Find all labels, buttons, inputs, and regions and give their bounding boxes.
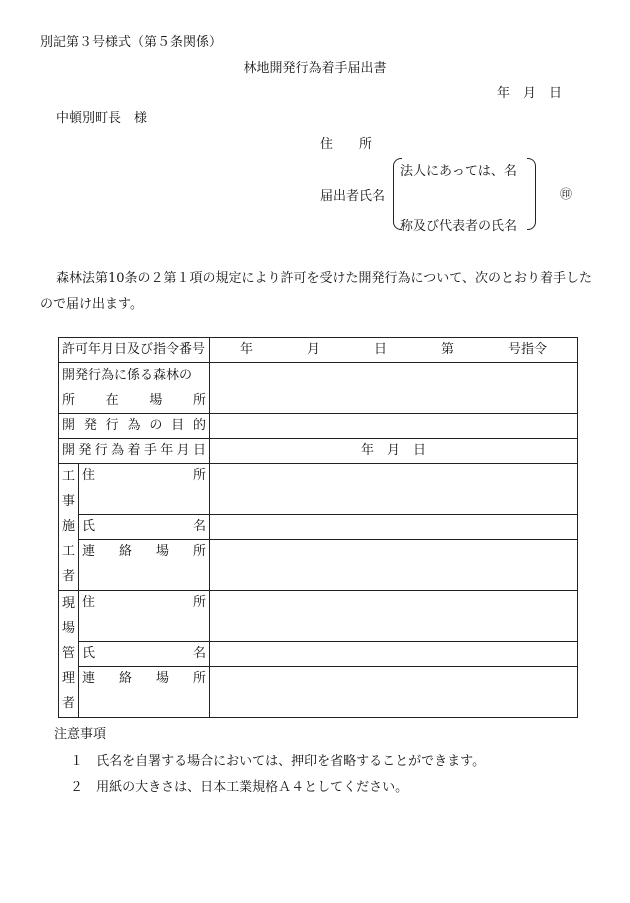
char: 絡 xyxy=(119,671,133,686)
char: 事 xyxy=(62,494,76,509)
permit-order: 号指令 xyxy=(507,342,547,357)
corporation-note-line1: 法人にあっては、名 xyxy=(400,164,517,179)
char: 施 xyxy=(62,519,76,534)
manager-contact-cell[interactable] xyxy=(210,667,578,718)
start-date-cell[interactable] xyxy=(210,439,578,464)
start-date-label xyxy=(59,439,210,464)
char: 者 xyxy=(62,569,76,584)
char: 目 xyxy=(171,418,185,433)
permit-value xyxy=(213,338,574,362)
char: 所 xyxy=(192,393,206,408)
application-table xyxy=(58,337,578,718)
recipient: 中頓別町長 様 xyxy=(56,111,148,126)
char: 発 xyxy=(78,443,92,458)
char: 日 xyxy=(193,443,207,458)
char: 年 xyxy=(160,443,174,458)
permit-year: 年 xyxy=(240,342,254,357)
contractor-name-label xyxy=(79,515,210,540)
body-paragraph: 森林法第10条の２第１項の規定により許可を受けた開発行為について、次のとおり着手したので届け出ます。 xyxy=(40,271,593,312)
char: 工 xyxy=(62,544,76,559)
char: 発 xyxy=(83,418,97,433)
char: 為 xyxy=(127,418,141,433)
purpose-label xyxy=(59,414,210,439)
permit-date-number-label xyxy=(59,338,210,363)
char: 在 xyxy=(105,393,119,408)
manager-name-label xyxy=(79,642,210,667)
purpose-cell[interactable] xyxy=(210,414,578,439)
manager-contact-label xyxy=(79,667,210,718)
char: 行 xyxy=(94,443,108,458)
forest-location-line1: 開発行為に係る森林の xyxy=(62,368,193,383)
char: 月 xyxy=(176,443,190,458)
char: 氏 xyxy=(82,519,96,534)
applicant-name-label: 届出者氏名 xyxy=(320,189,386,204)
permit-day: 日 xyxy=(373,342,387,357)
char: 開 xyxy=(62,443,76,458)
manager-address-label xyxy=(79,591,210,642)
char: 住 xyxy=(82,468,96,483)
submission-date: 年 月 日 xyxy=(497,86,563,101)
seal-mark: ㊞ xyxy=(560,187,573,201)
bracket-right xyxy=(527,158,536,230)
char: 住 xyxy=(82,595,96,610)
form-number: 別記第３号様式（第５条関係） xyxy=(40,35,223,50)
char: 名 xyxy=(193,519,207,534)
applicant-address-label: 住 所 xyxy=(320,137,373,152)
manager-group-label xyxy=(59,591,79,718)
permit-dai: 第 xyxy=(440,342,454,357)
document-title: 林地開発行為着手届出書 xyxy=(243,61,387,76)
permit-date-number-cell[interactable] xyxy=(210,338,578,363)
char: 場 xyxy=(62,621,76,636)
char: 為 xyxy=(111,443,125,458)
note-item xyxy=(70,750,485,769)
start-date-value: 年 月 日 xyxy=(361,443,427,458)
manager-name-cell[interactable] xyxy=(210,642,578,667)
forest-location-line2 xyxy=(62,388,206,413)
char: 名 xyxy=(193,646,207,661)
char: 開 xyxy=(62,418,76,433)
note-text: 用紙の大きさは、日本工業規格Ａ４としてください。 xyxy=(96,780,409,795)
char: 者 xyxy=(62,696,76,711)
char: 理 xyxy=(62,671,76,686)
contractor-contact-cell[interactable] xyxy=(210,540,578,591)
contractor-contact-label xyxy=(79,540,210,591)
char: 場 xyxy=(156,544,170,559)
notes-title: 注意事項 xyxy=(54,727,107,742)
contractor-address-label xyxy=(79,464,210,515)
contractor-address-cell[interactable] xyxy=(210,464,578,515)
char: 手 xyxy=(143,443,157,458)
char: の xyxy=(149,418,163,433)
char: 連 xyxy=(82,671,96,686)
note-number: １ xyxy=(70,754,84,769)
note-number: ２ xyxy=(70,780,84,795)
char: 着 xyxy=(127,443,141,458)
char: 管 xyxy=(62,646,76,661)
contractor-group-label xyxy=(59,464,79,591)
char: 場 xyxy=(156,671,170,686)
char: 行 xyxy=(105,418,119,433)
char: 所 xyxy=(193,595,207,610)
corporation-note-line2: 称及び代表者の氏名 xyxy=(400,219,518,234)
char: 所 xyxy=(193,544,207,559)
char: 絡 xyxy=(119,544,133,559)
manager-address-cell[interactable] xyxy=(210,591,578,642)
char: 所 xyxy=(62,393,76,408)
permit-label-text: 許可年月日及び指令番号 xyxy=(62,342,206,357)
permit-month: 月 xyxy=(306,342,320,357)
forest-location-label xyxy=(59,363,210,414)
char: 工 xyxy=(62,469,76,484)
char: 的 xyxy=(192,418,206,433)
char: 現 xyxy=(62,596,76,611)
contractor-name-cell[interactable] xyxy=(210,515,578,540)
char: 氏 xyxy=(82,646,96,661)
forest-location-cell[interactable] xyxy=(210,363,578,414)
char: 連 xyxy=(82,544,96,559)
char: 場 xyxy=(149,393,163,408)
char: 所 xyxy=(193,671,207,686)
char: 所 xyxy=(193,468,207,483)
note-item xyxy=(70,776,408,795)
note-text: 氏名を自署する場合においては、押印を省略することができます。 xyxy=(96,754,486,769)
